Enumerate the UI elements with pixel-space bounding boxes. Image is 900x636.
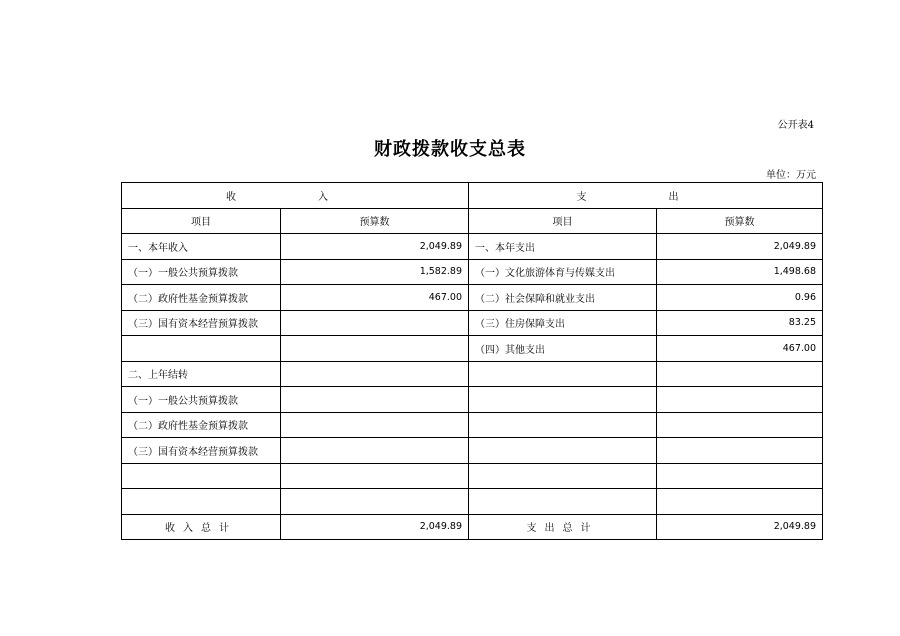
income-item-cell: （三）国有资本经营预算拨款 (122, 438, 281, 464)
column-header-row (122, 208, 823, 234)
expense-amount-cell: 83.25 (657, 310, 823, 336)
expense-amount-cell (657, 412, 823, 438)
income-amount-cell: 2,049.89 (281, 234, 469, 260)
income-section-header: 收 入 (122, 183, 469, 209)
table-row (122, 259, 823, 285)
expense-total-label: 支出总计 (469, 514, 657, 540)
income-total-label: 收入总计 (122, 514, 281, 540)
expense-amount-cell: 2,049.89 (657, 234, 823, 260)
expense-amount-cell: 467.00 (657, 336, 823, 362)
income-item-cell (122, 336, 281, 362)
table-row (122, 438, 823, 464)
unit-label: 单位：万元 (766, 170, 816, 181)
expense-budget-header: 预算数 (657, 208, 823, 234)
income-item-cell: 二、上年结转 (122, 361, 281, 387)
income-amount-cell: 1,582.89 (281, 259, 469, 285)
expense-item-cell: （三）住房保障支出 (469, 310, 657, 336)
income-item-cell (122, 463, 281, 489)
section-header-row (122, 183, 823, 209)
expense-item-cell (469, 361, 657, 387)
expense-amount-cell (657, 489, 823, 515)
income-amount-cell (281, 438, 469, 464)
expense-section-header: 支 出 (469, 183, 823, 209)
expense-item-cell (469, 438, 657, 464)
expense-item-cell (469, 412, 657, 438)
table-row (122, 361, 823, 387)
form-code: 公开表4 (777, 120, 814, 131)
expense-item-cell (469, 489, 657, 515)
income-item-cell: （一）一般公共预算拨款 (122, 387, 281, 413)
income-amount-cell (281, 489, 469, 515)
total-row (122, 514, 823, 540)
expense-item-cell: （四）其他支出 (469, 336, 657, 362)
income-total-amount: 2,049.89 (281, 514, 469, 540)
table-row (122, 387, 823, 413)
income-amount-cell (281, 310, 469, 336)
expense-item-cell (469, 463, 657, 489)
table-row (122, 285, 823, 311)
income-amount-cell (281, 336, 469, 362)
expense-total-amount: 2,049.89 (657, 514, 823, 540)
income-amount-cell (281, 412, 469, 438)
expense-amount-cell: 0.96 (657, 285, 823, 311)
income-item-cell: （二）政府性基金预算拨款 (122, 412, 281, 438)
expense-amount-cell (657, 438, 823, 464)
income-item-cell (122, 489, 281, 515)
expense-amount-cell (657, 463, 823, 489)
budget-table (121, 182, 823, 540)
table-row (122, 234, 823, 260)
expense-amount-cell (657, 387, 823, 413)
expense-item-cell: 一、本年支出 (469, 234, 657, 260)
income-item-cell: （二）政府性基金预算拨款 (122, 285, 281, 311)
table-row (122, 336, 823, 362)
expense-item-cell (469, 387, 657, 413)
expense-item-cell: （二）社会保障和就业支出 (469, 285, 657, 311)
income-amount-cell (281, 361, 469, 387)
table-row (122, 489, 823, 515)
income-item-header: 项目 (122, 208, 281, 234)
expense-amount-cell (657, 361, 823, 387)
income-budget-header: 预算数 (281, 208, 469, 234)
income-item-cell: （三）国有资本经营预算拨款 (122, 310, 281, 336)
expense-item-cell: （一）文化旅游体育与传媒支出 (469, 259, 657, 285)
table-row (122, 310, 823, 336)
income-item-cell: （一）一般公共预算拨款 (122, 259, 281, 285)
income-amount-cell (281, 387, 469, 413)
income-amount-cell (281, 463, 469, 489)
expense-amount-cell: 1,498.68 (657, 259, 823, 285)
page-title: 财政拨款收支总表 (374, 139, 526, 160)
income-amount-cell: 467.00 (281, 285, 469, 311)
table-row (122, 412, 823, 438)
table-row (122, 463, 823, 489)
income-item-cell: 一、本年收入 (122, 234, 281, 260)
expense-item-header: 项目 (469, 208, 657, 234)
